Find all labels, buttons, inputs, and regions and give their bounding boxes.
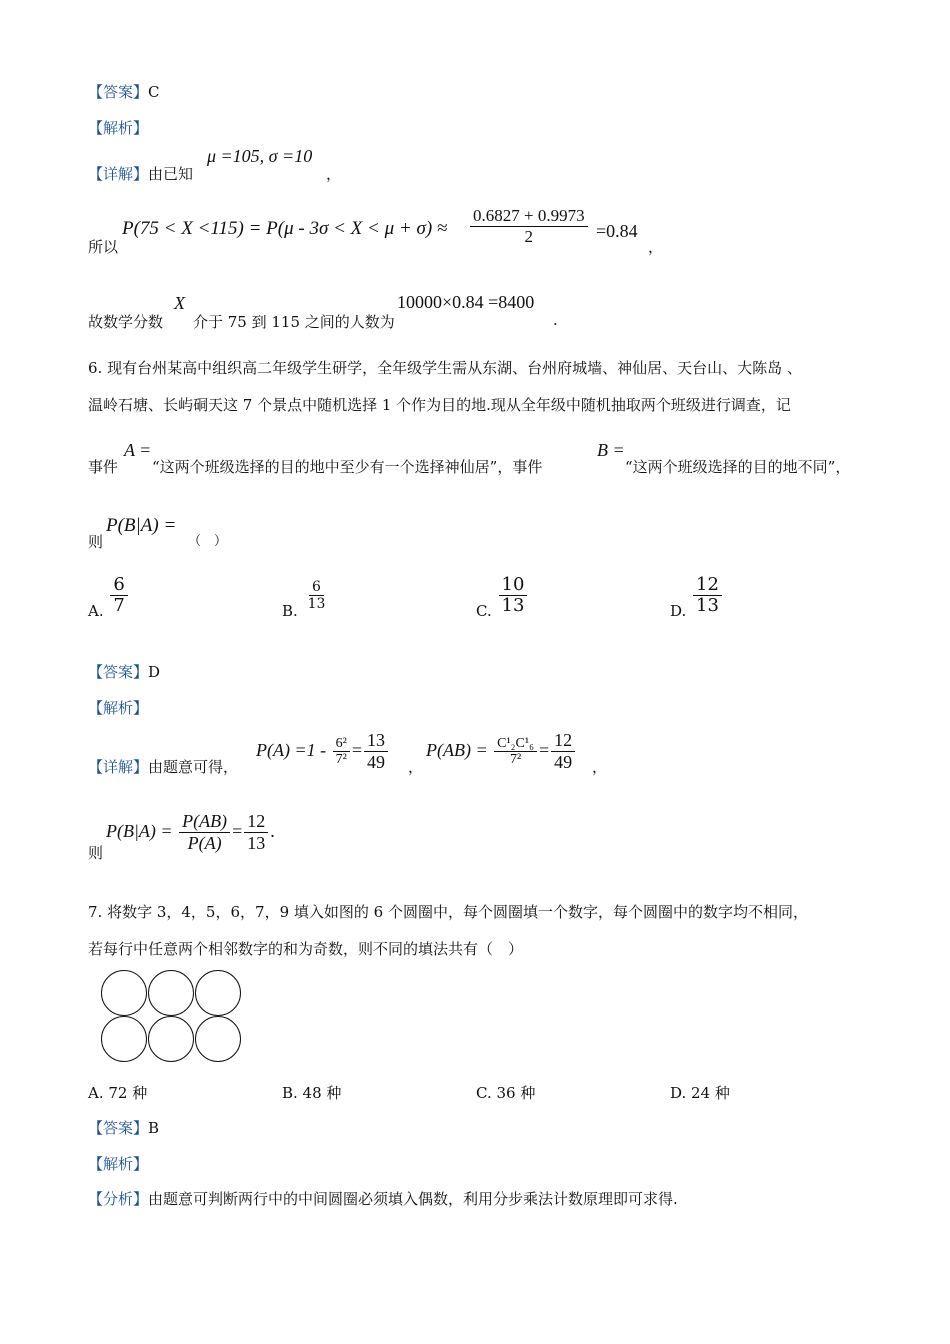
circle-bottom-left [101, 1016, 147, 1062]
analysis2-text: 由题意可判断两行中的中间圆圈必须填入偶数，利用分步乘法计数原理即可求得. [148, 1190, 678, 1208]
formula-rhs: =0.84 [596, 221, 638, 241]
pab-formula: P(AB) = $\frac{\text{C¹₂C¹₆}}{\text{7²}}$ = $\frac{12}{49}$ [426, 731, 577, 772]
pa-formula: P(A) =1 - $\frac{\text{6²}}{\text{7²}}$ = $\frac{13}{49}$ [256, 731, 390, 772]
event-word: 事件 [88, 458, 119, 476]
then-text: 则 [88, 533, 104, 551]
question-6-line-2: 温岭石塘、长屿硐天这 7 个景点中随机选择 1 个作为目的地.现从全年级中随机抽取两个班级进行调查，记 [88, 396, 791, 414]
conclusion-tail: . [553, 311, 558, 329]
conclusion-b: 介于 75 到 115 之间的人数为 [193, 313, 395, 331]
question-6-line-1: 6. 现有台州某高中组织高二年级学生研学，全年级学生需从东湖、台州府城墙、神仙居、天台山、大陈岛 、 [88, 359, 802, 377]
circle-top-left [101, 970, 147, 1016]
circle-top-middle [148, 970, 194, 1016]
conclusion-a: 故数学分数 [88, 313, 164, 331]
event-b-symbol: B = [597, 440, 625, 460]
circle-bottom-right [195, 1016, 241, 1062]
given-expression: μ =105, σ =10 [207, 146, 313, 166]
event-a-symbol: A = [124, 440, 152, 460]
fraction-numerator: 0.6827 + 0.9973 [470, 207, 588, 227]
circle-top-right [195, 970, 241, 1016]
option-c[interactable]: C. $\frac{10}{13}$ [476, 575, 529, 620]
analysis-line [88, 1188, 678, 1209]
answer-tag: 【答案】 [88, 663, 149, 681]
option-b[interactable]: B. 48 种 [282, 1084, 342, 1102]
option-b[interactable]: B. $\frac{6}{13}$ [282, 579, 326, 620]
separator: ， [408, 758, 424, 776]
var-x: X [174, 293, 185, 313]
answer-tag: 【答案】 [88, 83, 149, 101]
answer-tag: 【答案】 [88, 1119, 149, 1137]
answer-line [88, 81, 160, 102]
fraction-denominator: 2 [524, 226, 534, 246]
circle-bottom-middle [148, 1016, 194, 1062]
answer-value: B [148, 1119, 160, 1137]
event-a-text: “这两个班级选择的目的地中至少有一个选择神仙居”，事件 [152, 458, 543, 476]
formula-fraction [468, 207, 590, 246]
event-b-text: “这两个班级选择的目的地不同”， [625, 458, 851, 476]
formula-tail: ， [648, 238, 664, 256]
given-tail: ， [326, 165, 342, 183]
question-7-line-2: 若每行中任意两个相邻数字的和为奇数，则不同的填法共有（ ） [88, 940, 524, 958]
then-text-2: 则 [88, 844, 104, 862]
count-expression: 10000×0.84 =8400 [397, 292, 535, 312]
detail-text: 由已知 [148, 165, 194, 183]
probability-formula [122, 218, 447, 240]
detail-text: 由题意可得， [148, 758, 239, 776]
detail-tag: 【详解】 [88, 758, 149, 776]
question-7-line-1: 7. 将数字 3，4，5，6，7，9 填入如图的 6 个圆圈中，每个圆圈填一个数字，每个圆圈中的数字均不相同， [88, 903, 808, 921]
analysis-tag: 【解析】 [88, 699, 149, 717]
option-a[interactable]: A. 72 种 [88, 1084, 148, 1102]
answer-value: C [148, 83, 160, 101]
analysis-tag: 【解析】 [88, 119, 149, 137]
detail-tag: 【详解】 [88, 165, 149, 183]
conditional-formula: P(B|A) = $\frac{P(AB)}{P(A)}$ = $\frac{12}{13}$ . [106, 811, 275, 853]
analysis2-tag: 【分析】 [88, 1190, 149, 1208]
pab-tail: ， [592, 758, 608, 776]
option-d[interactable]: D. 24 种 [670, 1084, 730, 1102]
ask-paren: （ ） [188, 534, 228, 549]
answer-line [88, 1117, 159, 1138]
answer-value: D [148, 663, 161, 681]
detail-line [88, 756, 238, 777]
ask-expression: P(B|A) = [106, 515, 177, 536]
option-c[interactable]: C. 36 种 [476, 1084, 536, 1102]
detail-line [88, 163, 193, 184]
so-text: 所以 [88, 238, 119, 256]
option-a[interactable]: A. $\frac{6}{7}$ [88, 575, 130, 620]
analysis-tag: 【解析】 [88, 1155, 149, 1173]
formula-lhs: P(75 < X <115) = P(μ - 3σ < X < μ + σ) ≈ [122, 218, 448, 239]
option-d[interactable]: D. $\frac{12}{13}$ [670, 575, 724, 620]
answer-line [88, 661, 160, 682]
